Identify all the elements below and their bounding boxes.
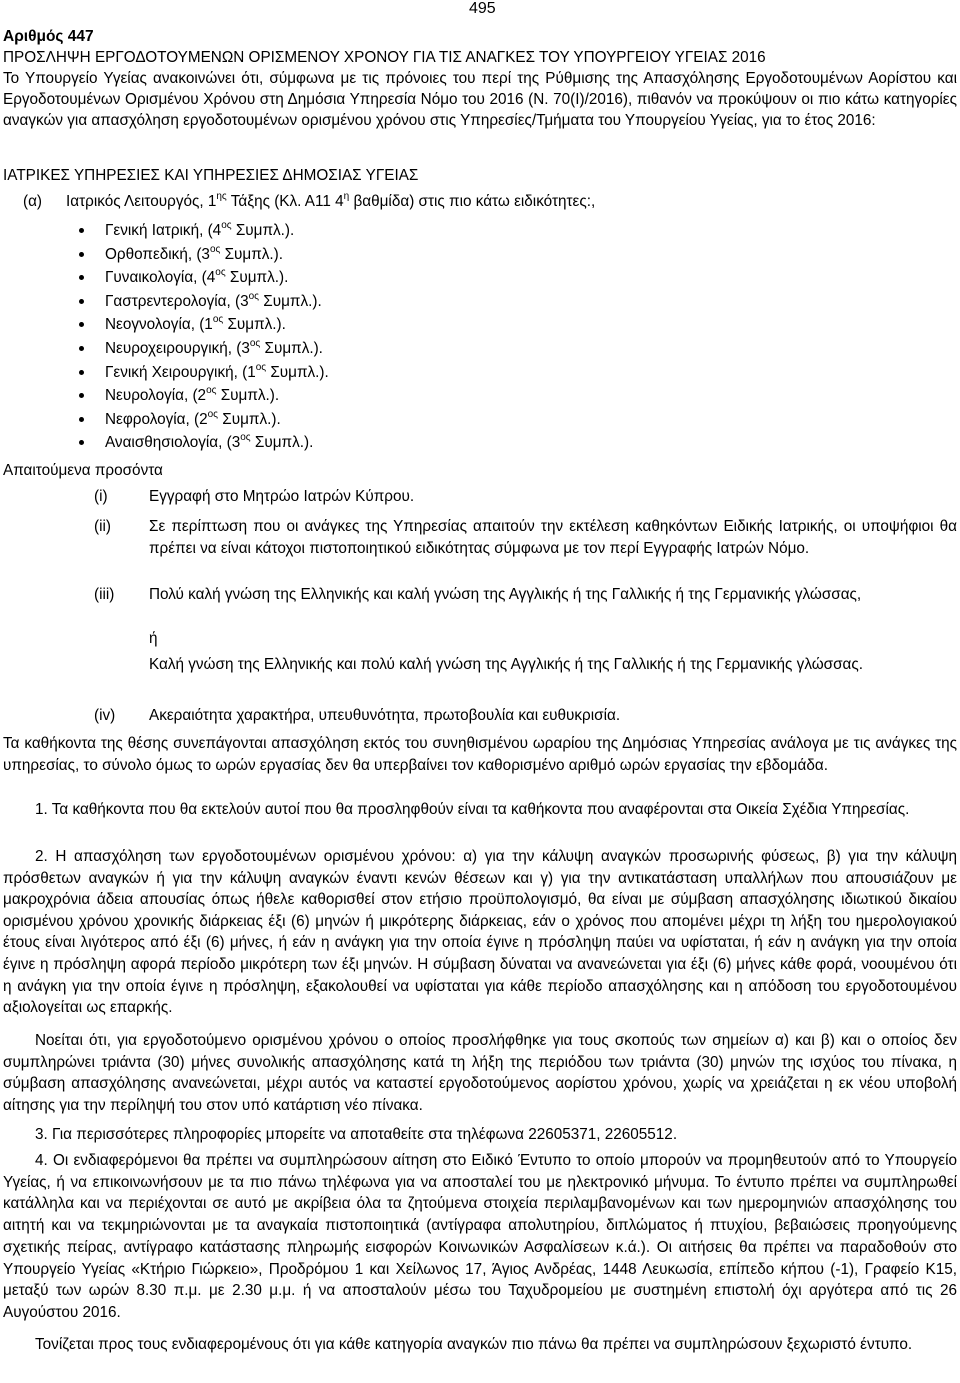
requirement-text: Σε περίπτωση που οι ανάγκες της Υπηρεσίας απαιτούν την εκτέλεση καθηκόντων Ειδικής Ιατρικής, οι υποψήφιοι θα πρέπει να είναι κάτοχοι πιστοποιητικού ειδικότητας σύμφωνα με τον περί Εγγραφής Ιατρών Νόμο. <box>149 518 957 557</box>
specialty-text: Γυναικολογία, ($4^{o\varsigma}$ Συμπλ.). <box>105 267 289 287</box>
specialty-text: Νευροχειρουργική, ($3^{o\varsigma}$ Συμπλ.). <box>105 338 323 357</box>
requirement-label: (iii) <box>94 586 115 603</box>
category-label: (α) <box>23 193 43 210</box>
bullet-icon <box>79 244 89 264</box>
requirement-text: Πολύ καλή γνώση της Ελληνικής και καλή γνώση της Αγγλικής ή της Γαλλικής ή της Γερμανικής γλώσσας, <box>149 586 862 603</box>
duties-paragraph: Τα καθήκοντα της θέσης συνεπάγονται απασχόληση εκτός του συνηθισμένου ωραρίου της Δημόσιας Υπηρεσίας ανάλογα με τις ανάγκες της υπηρεσίας, το σύνολο όμως το ωρών εργασίας δεν θα υπερβαίνει τον καθορισμένο αριθμό ωρών εργασίας την εβδομάδα. <box>3 735 957 774</box>
requirement-text: Εγγραφή στο Μητρώο Ιατρών Κύπρου. <box>149 488 415 505</box>
bullet-icon <box>79 220 89 240</box>
intro-paragraph: Το Υπουργείο Υγείας ανακοινώνει ότι, σύμφωνα με τις πρόνοιες του περί της Ρύθμισης της Απασχόλησης Εργοδοτουμένων Αορίστου και Εργοδοτουμένων Ορισμένου Χρόνου στη Δημόσια Υπηρεσία Νόμο του 2016 (Ν. 70(Ι)/2016), πιθανόν να προκύψουν οι πιο κάτω κατηγορίες αναγκών για απασχόληση εργοδοτουμένων ορισμένου χρόνου στις Υπηρεσίες/Τμήματα του Υπουργείου Υγείας, για το έτος 2016: <box>3 70 957 129</box>
bullet-icon <box>79 362 89 382</box>
bullet-icon <box>79 314 89 334</box>
specialty-text: Γαστρεντερολογία, ($3^{o\varsigma}$ Συμπλ.). <box>105 290 322 310</box>
specialty-text: Νευρολογία, ($2^{o\varsigma}$ Συμπλ.). <box>105 385 280 405</box>
bullet-icon <box>79 432 89 452</box>
point-2: 2. Η απασχόληση των εργοδοτουμένων ορισμένου χρόνου: α) για την κάλυψη αναγκών προσωρινής φύσεως, β) για την κάλυψη πρόσθετων αναγκών ή για την κάλυψη αναγκών έναντι κενών θέσεων και γ) για την αντικατάσταση υπαλλήλων που απουσιάζουν με μακροχρόνια άδεια απουσίας όπως ήθελε καθορισθεί στον ετήσιο προϋπολογισμό, θα είναι με σύμβαση απασχόλησης ιδιωτικού δικαίου ορισμένου χρόνου χρονικής διάρκειας έξι (6) μηνών ή μικρότερης διάρκειας, εάν ο χρόνος που απομένει μέχρι τη λήξη του ημερολογιακού έτους είναι λιγότερος από έξι (6) μήνες, ή εάν η ανάγκη για την οποία έγινε η πρόσληψη παύει να υφίσταται, ή εάν η ανάγκη για την οποία έγινε η πρόσληψη αφορά περίοδο μικρότερη των έξι μηνών. Η σύμβαση δύναται να ανανεώνεται για έξι (6) μήνες κάθε φορά, νοουμένου ότι η ανάγκη για την οποία έγινε η πρόσληψη, εξακολουθεί να υφίσταται για κάθε περίοδο απασχόλησης και η απόδοση του εργοδοτουμένου αξιολογείται ως επαρκής. <box>3 848 957 1017</box>
specialty-text: Γενική Ιατρική, ($4^{o\varsigma}$ Συμπλ.). <box>105 220 295 239</box>
note-paragraph: Νοείται ότι, για εργοδοτούμενο ορισμένου χρόνου ο οποίος προσλήφθηκε για τους σκοπούς των σημείων α) και β) και ο οποίος δεν συμπληρώνει τριάντα (30) μήνες συνολικής απασχόλησης κατά τη λήξη της περιόδου των τριάντα (30) μηνών της ισχύος του πίνακα, η σύμβαση απασχόλησης ανανεώνεται, μέχρι αυτός να καταστεί εργοδοτούμενος αορίστου χρόνου, χωρίς να χρειάζεται η εκ νέου υποβολή αίτησης για την περίληψή του στον υπό κατάρτιση νέο πίνακα. <box>3 1032 957 1114</box>
bullet-icon <box>79 409 89 429</box>
closing-paragraph: Τονίζεται προς τους ενδιαφερομένους ότι για κάθε κατηγορία αναγκών πιο πάνω θα πρέπει να συμπληρώσουν ξεχωριστό έντυπο. <box>35 1336 913 1353</box>
bullet-icon <box>79 385 89 405</box>
section-heading: ΙΑΤΡΙΚΕΣ ΥΠΗΡΕΣΙΕΣ ΚΑΙ ΥΠΗΡΕΣΙΕΣ ΔΗΜΟΣΙΑΣ ΥΓΕΙΑΣ <box>3 167 419 184</box>
requirement-or: ή <box>149 630 158 647</box>
point-1: 1. Τα καθήκοντα που θα εκτελούν αυτοί που θα προσληφθούν είναι τα καθήκοντα που αναφέρονται στα Οικεία Σχέδια Υπηρεσίας. <box>35 801 910 818</box>
notice-number: Αριθμός 447 <box>3 28 94 45</box>
notice-title: ΠΡΟΣΛΗΨΗ ΕΡΓΟΔΟΤΟΥΜΕΝΩΝ ΟΡΙΣΜΕΝΟΥ ΧΡΟΝΟΥ ΓΙΑ ΤΙΣ ΑΝΑΓΚΕΣ ΤΟΥ ΥΠΟΥΡΓΕΙΟΥ ΥΓΕΙΑΣ 2016 <box>3 49 766 66</box>
requirement-label: (i) <box>94 488 108 505</box>
requirements-heading: Απαιτούμενα προσόντα <box>3 462 163 479</box>
specialty-text: Νεογνολογία, ($1^{o\varsigma}$ Συμπλ.). <box>105 314 286 334</box>
point-4: 4. Οι ενδιαφερόμενοι θα πρέπει να συμπληρώσουν αίτηση στο Ειδικό Έντυπο το οποίο μπορούν να προμηθευτούν από το Υπουργείο Υγείας, ή να επικοινωνήσουν με τα πιο πάνω τηλέφωνα για να αποσταλεί του με ηλεκτρονικό μήνυμα. Το έντυπο πρέπει να συμπληρωθεί κατάλληλα και να περιέχονται σε αυτό με ακρίβεια όλα τα ζητούμενα στοιχεία περιλαμβανομένων και των ημερομηνιών απασχόλησης του αιτητή και να τεκμηριώνονται με τα αναγκαία πιστοποιητικά (αντίγραφα απολυτηρίου, διπλώματος ή πτυχίου, βεβαιώσεις προηγούμενης σχετικής πείρας, αντίγραφο κατάστασης πληρωμής εισφορών Κοινωνικών Ασφαλίσεων κ.ά.). Οι αιτήσεις θα πρέπει να παραδοθούν στο Υπουργείο Υγείας «Κτήριο Γιώρκειο», Προδρόμου 1 και Χείλωνος 17, Άγιος Ανδρέας, 1448 Λευκωσία, επίπεδο κήπου (-1), Γραφείο Κ15, μεταξύ των ωρών 8.30 π.μ. με 2.30 μ.μ. ή να αποσταλούν μέσω του Ταχυδρομείου με συστημένη επιστολή όχι αργότερα από τις 26 Αυγούστου 2016. <box>3 1152 957 1321</box>
specialty-text: Γενική Χειρουργική, ($1^{o\varsigma}$ Συμπλ.). <box>105 361 329 381</box>
bullet-icon <box>79 338 89 358</box>
specialty-text: Ορθοπεδική, ($3^{o\varsigma}$ Συμπλ.). <box>105 243 284 263</box>
point-3: 3. Για περισσότερες πληροφορίες μπορείτε να αποταθείτε στα τηλέφωνα 22605371, 22605512. <box>35 1126 678 1143</box>
category-text: Ιατρικός Λειτουργός, $1^{\eta\varsigma}$ Τάξης (Κλ. Α11 $4^\eta$ βαθμίδα) στις πιο κάτω ειδικότητες:, <box>66 191 596 210</box>
requirement-label: (ii) <box>94 518 111 535</box>
specialty-text: Αναισθησιολογία, ($3^{o\varsigma}$ Συμπλ.). <box>105 432 314 452</box>
requirement-text-alt: Καλή γνώση της Ελληνικής και πολύ καλή γνώση της Αγγλικής ή της Γαλλικής ή της Γερμανικής γλώσσας. <box>149 656 864 673</box>
specialty-text: Νεφρολογία, ($2^{o\varsigma}$ Συμπλ.). <box>105 408 281 428</box>
bullet-icon <box>79 267 89 287</box>
requirement-label: (iv) <box>94 707 116 724</box>
page-number: 495 <box>469 0 496 17</box>
bullet-icon <box>79 291 89 311</box>
requirement-text: Ακεραιότητα χαρακτήρα, υπευθυνότητα, πρωτοβουλία και ευθυκρισία. <box>149 707 621 724</box>
